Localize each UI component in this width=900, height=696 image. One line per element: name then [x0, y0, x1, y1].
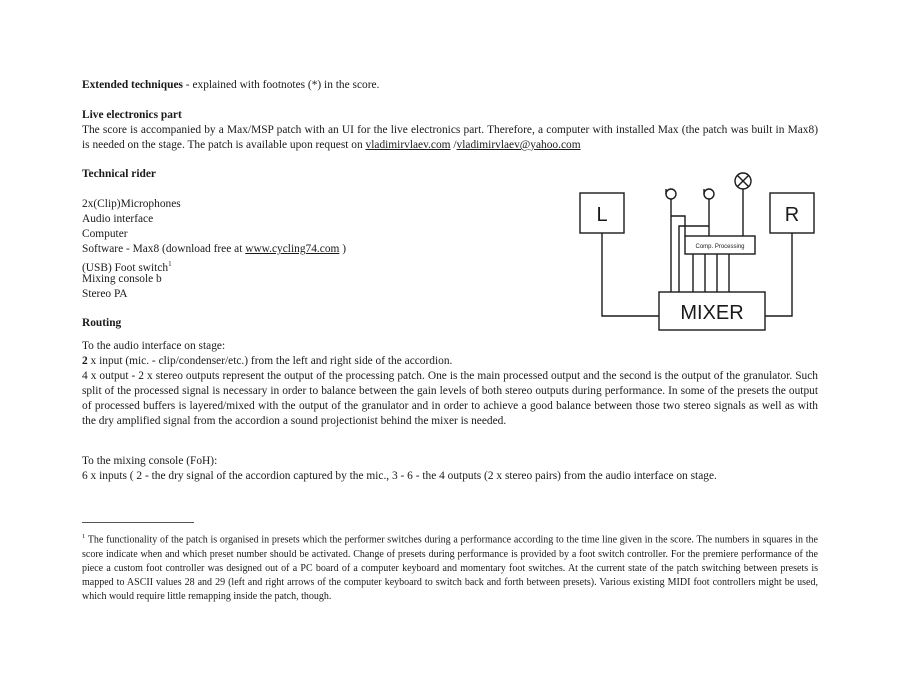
rider-item-stereo-pa: Stereo PA	[82, 288, 128, 300]
live-electronics-heading: Live electronics part	[82, 109, 182, 121]
footnote-mark: 1	[82, 533, 86, 540]
right-speaker-label: R	[784, 204, 800, 226]
extended-techniques-heading: Extended techniques	[82, 79, 183, 91]
footnote	[82, 530, 818, 604]
routing-heading: Routing	[82, 317, 122, 329]
live-electronics-paragraph	[82, 123, 818, 153]
live-electronics-text: The score is accompanied by a Max/MSP patch with an UI for the live electronics part. Therefore, a computer with installed Max (the patch was built in Max8) is needed on the stage. The patch is available upon request on	[82, 124, 818, 151]
software-suffix: )	[339, 243, 347, 255]
footnote-text: The functionality of the patch is organised in presets which the performer switches during a performance according to the time line given in the score. The numbers in squares in the score indicate when and which preset number should be activated. Change of presets during performance is provided by a foot switch controller. For the premiere performance of the piece a custom foot controller was designed out of a PC board of a computer keyboard and momentary foot switches. At the current state of the patch switching between presets is mapped to ASCII values 28 and 29 (left and right arrows of the computer keyboard to switch back and forth between presets). Various existing MIDI foot controllers might be used, which would require little remapping inside the patch, though.	[82, 534, 818, 603]
extended-techniques-text: - explained with footnotes (*) in the score.	[182, 79, 380, 91]
rider-item-software	[82, 242, 346, 257]
footswitch-text: (USB) Foot switch	[82, 261, 169, 274]
email-link[interactable]: vladimirvlaev@yahoo.com	[456, 139, 581, 151]
website-link[interactable]: vladimirvlaev.com	[365, 139, 451, 151]
technical-rider-heading: Technical rider	[82, 168, 156, 180]
routing-diagram	[575, 168, 820, 338]
routing-console-intro: To the mixing console (FoH):	[82, 455, 218, 467]
link-separator: /	[450, 139, 457, 151]
footnote-divider	[82, 522, 194, 523]
cycling74-link[interactable]: www.cycling74.com	[245, 243, 340, 255]
input-text: x input (mic. - clip/condenser/etc.) from the left and right side of the accordion.	[87, 355, 453, 367]
rider-item-audio-interface: Audio interface	[82, 213, 154, 225]
mixer-label: MIXER	[680, 302, 744, 324]
microphone-right-icon	[704, 189, 714, 199]
routing-console-paragraph: 6 x inputs ( 2 - the dry signal of the accordion captured by the mic., 3 - 6 - the 4 outputs (2 x stereo pairs) from the audio interface on stage.	[82, 470, 717, 482]
processing-label: Comp. Processing	[695, 244, 745, 250]
microphone-left-icon	[666, 189, 676, 199]
right-speaker-line	[765, 233, 792, 316]
input-count: 2	[82, 355, 88, 367]
left-speaker-line	[602, 233, 659, 316]
rider-item-computer: Computer	[82, 228, 128, 240]
routing-input-line	[82, 354, 452, 369]
rider-item-mixing-console: Mixing console b	[82, 273, 162, 285]
rider-item-mics: 2x(Clip)Microphones	[82, 198, 181, 210]
routing-output-paragraph: 4 x output - 2 x stereo outputs represent the output of the processing patch. One is the main processed output and the second is the output of the granulator. Such split of the processed signal is necessary in order to balance between the gain levels of both stereo outputs during performance. In some of the presets the output of processed buffers is layered/mixed with the output of the granulator and in order to achieve a good balance between those two stereo signals as well as with the dry amplified signal from the accordion a sound projectionist behind the mixer is needed.	[82, 370, 818, 427]
footnote-ref-mark[interactable]: 1	[168, 260, 172, 268]
software-text: Software - Max8 (download free at	[82, 243, 246, 255]
routing-audio-interface-intro: To the audio interface on stage:	[82, 340, 226, 352]
extended-techniques-line	[82, 78, 379, 93]
left-speaker-label: L	[596, 204, 608, 226]
